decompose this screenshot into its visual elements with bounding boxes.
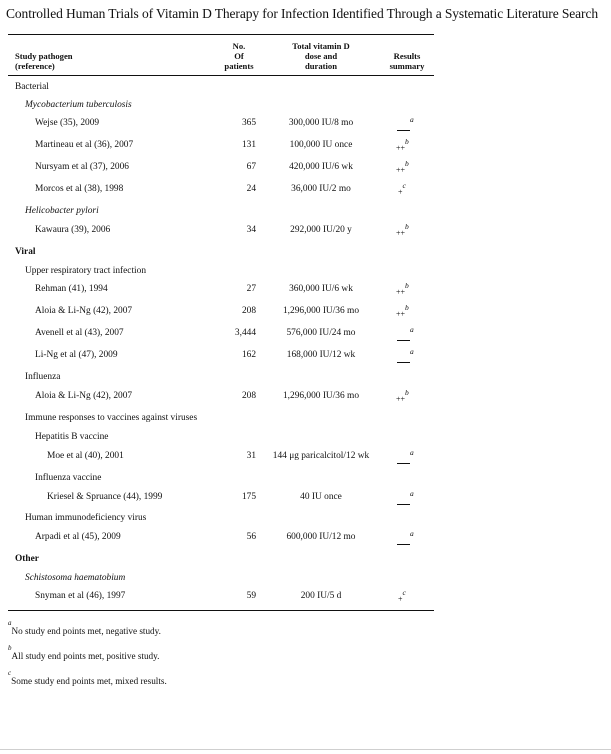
table-row xyxy=(0,303,611,320)
result-negative-dash xyxy=(397,333,410,341)
result-sign: ++ xyxy=(396,143,406,153)
patient-count: 24 xyxy=(246,184,256,194)
result-summary xyxy=(396,388,409,404)
header-dose-line3: duration xyxy=(305,61,337,71)
table-group-row xyxy=(0,247,611,261)
footnote-b-mark: b xyxy=(8,644,12,652)
result-sign: ++ xyxy=(396,165,406,175)
table-row xyxy=(0,281,611,298)
header-dose-line2: dose and xyxy=(304,51,338,61)
result-footnote-mark: b xyxy=(405,281,409,290)
header-results-line1: Results xyxy=(393,51,421,61)
study-reference: Nursyam et al (37), 2006 xyxy=(35,162,129,172)
header-patients-line3: patients xyxy=(224,61,254,71)
result-summary xyxy=(397,448,414,464)
group-label: Other xyxy=(15,554,39,564)
patient-count: 175 xyxy=(241,492,256,502)
study-reference: Moe et al (40), 2001 xyxy=(47,451,124,461)
table-group-row xyxy=(0,82,611,96)
group-label: Helicobacter pylori xyxy=(25,206,99,216)
study-reference: Aloia & Li-Ng (42), 2007 xyxy=(35,391,133,401)
study-reference: Wejse (35), 2009 xyxy=(35,118,100,128)
result-summary xyxy=(396,281,409,297)
study-reference: Snyman et al (46), 1997 xyxy=(35,591,126,601)
study-reference: Kawaura (39), 2006 xyxy=(35,225,111,235)
dose-duration: 168,000 IU/12 wk xyxy=(286,350,356,360)
result-summary xyxy=(397,347,414,363)
study-reference: Martineau et al (36), 2007 xyxy=(35,140,134,150)
header-study xyxy=(15,51,73,71)
dose-duration: 36,000 IU/2 mo xyxy=(291,184,351,194)
top-rule xyxy=(8,34,434,35)
result-footnote-mark: a xyxy=(410,115,414,124)
table-row xyxy=(0,325,611,342)
table-row xyxy=(0,115,611,132)
dose-duration: 292,000 IU/20 y xyxy=(290,225,352,235)
footnote-b xyxy=(8,644,160,662)
study-reference: Rehman (41), 1994 xyxy=(35,284,108,294)
table-group-row xyxy=(0,554,611,568)
group-label: Mycobacterium tuberculosis xyxy=(25,100,132,110)
header-patients-line1: No. xyxy=(232,41,246,51)
header-results-line2: summary xyxy=(389,61,425,71)
result-summary xyxy=(398,588,406,604)
result-footnote-mark: b xyxy=(405,137,409,146)
result-summary xyxy=(396,137,409,153)
footnote-c-text: Some study end points met, mixed results. xyxy=(11,676,167,687)
bottom-rule xyxy=(8,610,434,611)
table-group-row xyxy=(0,513,611,527)
result-sign: ++ xyxy=(396,287,406,297)
dose-duration: 1,296,000 IU/36 mo xyxy=(282,391,360,401)
result-summary xyxy=(396,303,409,319)
study-reference: Arpadi et al (45), 2009 xyxy=(35,532,121,542)
table-group-row xyxy=(0,473,611,487)
result-sign: + xyxy=(398,187,403,197)
patient-count: 56 xyxy=(246,532,256,542)
result-negative-dash xyxy=(397,456,410,464)
table-row xyxy=(0,489,611,506)
result-sign: ++ xyxy=(396,309,406,319)
table-row xyxy=(0,388,611,405)
table-group-row xyxy=(0,432,611,446)
header-study-line2: (reference) xyxy=(15,61,55,71)
footnote-a-text: No study end points met, negative study. xyxy=(11,626,161,637)
result-summary xyxy=(397,115,414,131)
header-dose-line1: Total vitamin D xyxy=(292,41,350,51)
header-study-line1: Study pathogen xyxy=(15,51,73,61)
patient-count: 3,444 xyxy=(234,328,256,338)
result-sign: ++ xyxy=(396,228,406,238)
table-row xyxy=(0,222,611,239)
table-group-row xyxy=(0,372,611,386)
patient-count: 365 xyxy=(241,118,256,128)
patient-count: 131 xyxy=(241,140,256,150)
result-summary xyxy=(397,529,414,545)
dose-duration: 200 IU/5 d xyxy=(300,591,342,601)
patient-count: 208 xyxy=(241,306,256,316)
result-footnote-mark: a xyxy=(410,347,414,356)
table-title: Controlled Human Trials of Vitamin D Therapy for Infection Identified Through a Systematic Literature Search xyxy=(6,6,598,21)
result-footnote-mark: b xyxy=(405,303,409,312)
result-footnote-mark: b xyxy=(405,388,409,397)
table-row xyxy=(0,159,611,176)
result-sign: ++ xyxy=(396,394,406,404)
header-rule xyxy=(8,75,434,76)
dose-duration: 600,000 IU/12 mo xyxy=(286,532,356,542)
result-footnote-mark: c xyxy=(402,588,406,597)
result-summary xyxy=(397,489,414,505)
footnote-b-text: All study end points met, positive study. xyxy=(11,651,160,662)
header-dose xyxy=(268,41,374,71)
result-summary xyxy=(398,181,406,197)
group-label: Bacterial xyxy=(15,82,49,92)
dose-duration: 360,000 IU/6 wk xyxy=(289,284,353,294)
result-footnote-mark: a xyxy=(410,448,414,457)
table-row xyxy=(0,347,611,364)
footnote-a-mark: a xyxy=(8,619,12,627)
patient-count: 59 xyxy=(246,591,256,601)
result-footnote-mark: a xyxy=(410,489,414,498)
table-group-row xyxy=(0,206,611,220)
result-footnote-mark: a xyxy=(410,325,414,334)
patient-count: 27 xyxy=(246,284,256,294)
dose-duration: 576,000 IU/24 mo xyxy=(286,328,356,338)
table-row xyxy=(0,137,611,154)
result-sign: + xyxy=(398,594,403,604)
result-negative-dash xyxy=(397,497,410,505)
footnote-c xyxy=(8,669,167,687)
footnote-c-mark: c xyxy=(8,669,12,677)
study-reference: Morcos et al (38), 1998 xyxy=(35,184,124,194)
header-patients-line2: Of xyxy=(234,51,244,61)
page-bottom-divider xyxy=(0,749,611,750)
table-row xyxy=(0,529,611,546)
patient-count: 162 xyxy=(241,350,256,360)
table-row xyxy=(0,448,611,465)
dose-duration: 100,000 IU once xyxy=(289,140,353,150)
patient-count: 34 xyxy=(246,225,256,235)
group-label: Viral xyxy=(15,247,36,257)
group-label: Influenza vaccine xyxy=(35,473,102,483)
dose-duration: 40 IU once xyxy=(300,492,342,502)
study-reference: Avenell et al (43), 2007 xyxy=(35,328,124,338)
patient-count: 67 xyxy=(246,162,256,172)
table-group-row xyxy=(0,573,611,587)
dose-duration: 1,296,000 IU/36 mo xyxy=(282,306,360,316)
result-summary xyxy=(396,222,409,238)
result-summary xyxy=(397,325,414,341)
header-results xyxy=(380,51,434,71)
dose-duration: 300,000 IU/8 mo xyxy=(288,118,354,128)
dose-duration: 420,000 IU/6 wk xyxy=(289,162,353,172)
result-negative-dash xyxy=(397,123,410,131)
header-patients xyxy=(214,41,264,71)
table-group-row xyxy=(0,100,611,114)
footnote-a xyxy=(8,619,161,637)
study-reference: Kriesel & Spruance (44), 1999 xyxy=(47,492,163,502)
table-group-row xyxy=(0,266,611,280)
result-footnote-mark: b xyxy=(405,159,409,168)
result-footnote-mark: c xyxy=(402,181,406,190)
group-label: Immune responses to vaccines against viruses xyxy=(25,413,198,423)
group-label: Hepatitis B vaccine xyxy=(35,432,109,442)
group-label: Human immunodeficiency virus xyxy=(25,513,147,523)
table-group-row xyxy=(0,413,611,427)
result-negative-dash xyxy=(397,537,410,545)
result-summary xyxy=(396,159,409,175)
group-label: Upper respiratory tract infection xyxy=(25,266,147,276)
study-reference: Li-Ng et al (47), 2009 xyxy=(35,350,118,360)
result-negative-dash xyxy=(397,355,410,363)
group-label: Schistosoma haematobium xyxy=(25,573,126,583)
patient-count: 31 xyxy=(246,451,256,461)
table-row xyxy=(0,181,611,198)
table-row xyxy=(0,588,611,605)
study-reference: Aloia & Li-Ng (42), 2007 xyxy=(35,306,133,316)
result-footnote-mark: b xyxy=(405,222,409,231)
patient-count: 208 xyxy=(241,391,256,401)
result-footnote-mark: a xyxy=(410,529,414,538)
group-label: Influenza xyxy=(25,372,61,382)
dose-duration: 144 μg paricalcitol/12 wk xyxy=(272,451,370,461)
